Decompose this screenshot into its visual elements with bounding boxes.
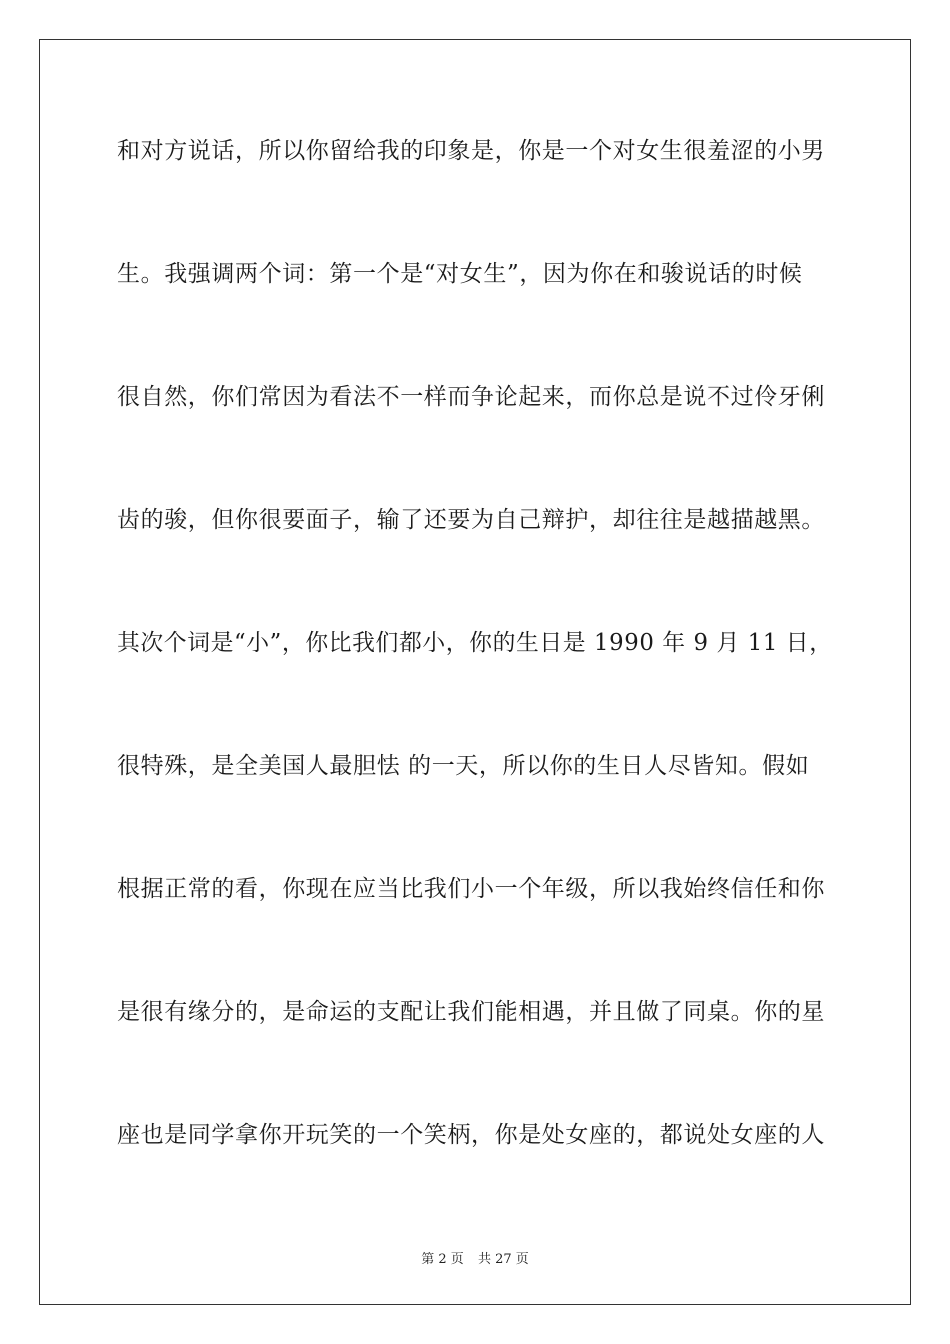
page-footer — [0, 1248, 950, 1267]
text-line-3: 很自然，你们常因为看法不一样而争论起来，而你总是说不过伶牙俐 — [117, 384, 825, 410]
text-line-2: 生。我强调两个词：第一个是“对女生”，因为你在和骏说话的时候 — [117, 261, 803, 287]
text-line-1: 和对方说话，所以你留给我的印象是，你是一个对女生很羞涩的小男 — [117, 138, 825, 164]
text-line-9: 座也是同学拿你开玩笑的一个笑柄，你是处女座的，都说处女座的人 — [117, 1122, 825, 1148]
text-line-6: 很特殊，是全美国人最胆怯 的一天，所以你的生日人尽皆知。假如 — [117, 753, 810, 779]
text-line-7: 根据正常的看，你现在应当比我们小一个年级，所以我始终信任和你 — [117, 876, 825, 902]
text-line-4: 齿的骏，但你很要面子，输了还要为自己辩护，却往往是越描越黑。 — [117, 507, 825, 533]
page-border — [39, 39, 911, 1305]
text-line-5: 其次个词是“小”，你比我们都小，你的生日是 1990 年 9 月 11 日， — [117, 630, 833, 656]
current-page-number: 第 2 页 — [421, 1252, 464, 1267]
text-line-8: 是很有缘分的，是命运的支配让我们能相遇，并且做了同桌。你的星 — [117, 999, 825, 1025]
total-page-count: 共 27 页 — [477, 1252, 529, 1267]
